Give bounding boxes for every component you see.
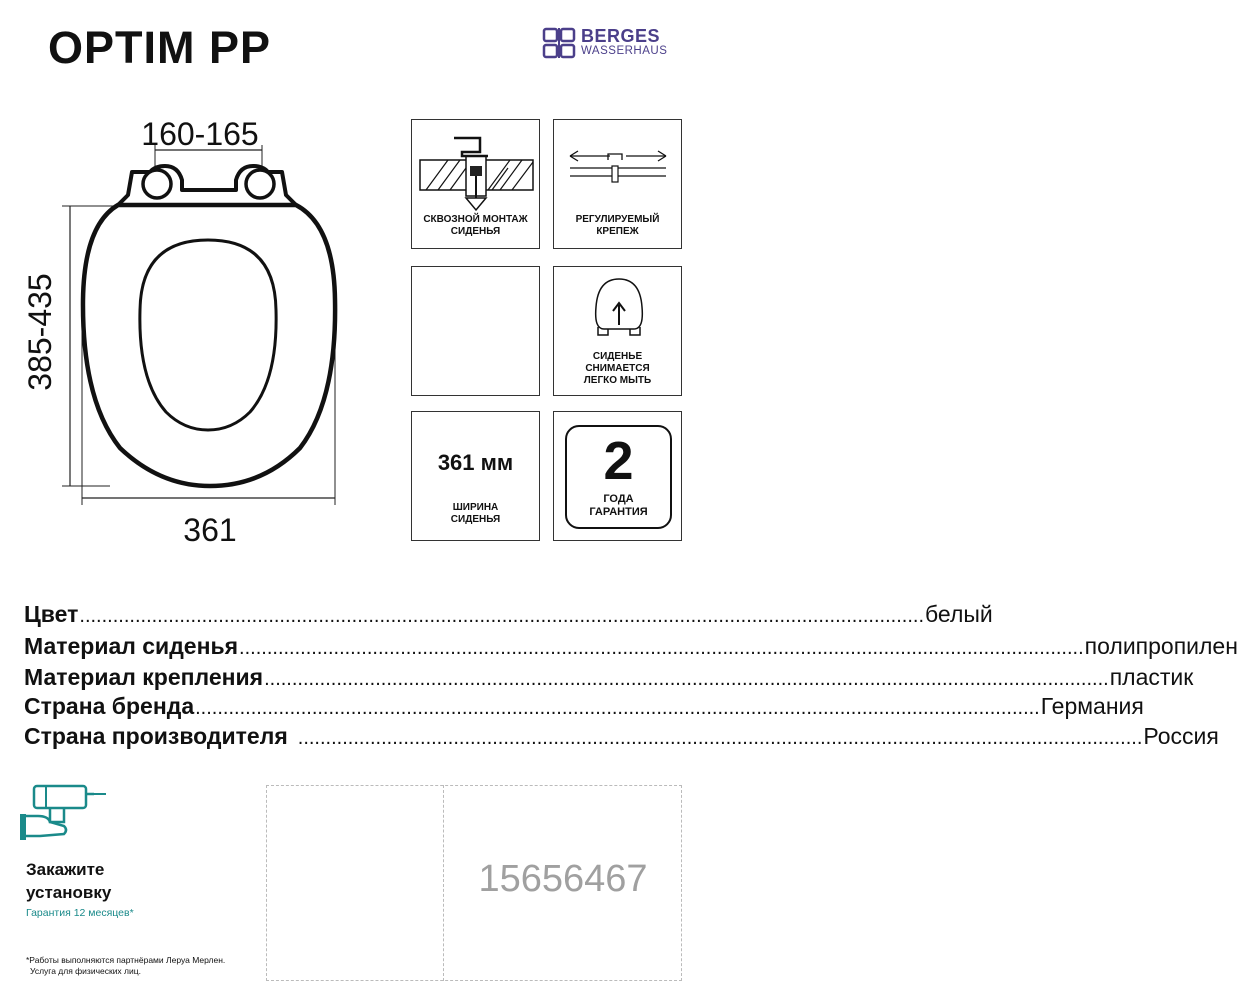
brand-name: BERGES [581, 26, 661, 46]
seat-drawing [20, 110, 380, 550]
install-title-line: Закажите [26, 860, 105, 879]
brand-logo [543, 26, 683, 62]
spec-label: Цвет [24, 601, 79, 627]
width-label: 361 [183, 512, 237, 548]
install-footnote [26, 955, 266, 977]
warranty-badge [565, 425, 672, 529]
feature-through-mount [411, 119, 540, 249]
install-title-line: установку [26, 883, 112, 902]
feature-caption-line: ЛЕГКО МЫТЬ [583, 375, 652, 386]
article-number: 15656467 [478, 858, 648, 900]
seat-width-value: 361 мм [437, 450, 514, 475]
spec-row [24, 601, 993, 631]
warranty-years: 2 [603, 431, 634, 491]
spec-leader-dots: ........................................................................................................................................................ [239, 637, 1084, 659]
feature-caption-line: СКВОЗНОЙ МОНТАЖ [423, 214, 528, 225]
feature-caption-line: ШИРИНА [452, 502, 499, 513]
spec-value: Россия [1143, 723, 1219, 749]
install-title[interactable] [26, 858, 186, 904]
feature-removable-seat [553, 266, 682, 396]
feature-caption-line: ГАРАНТИЯ [589, 506, 648, 518]
feature-caption-line: СИДЕНЬЯ [450, 514, 501, 525]
spec-label: Материал сиденья [24, 633, 239, 659]
feature-warranty [553, 411, 682, 541]
spec-leader-dots: ........................................................................................................................................................ [79, 605, 924, 627]
hinge-spacing-label: 160-165 [141, 116, 259, 152]
feature-seat-width [411, 411, 540, 541]
brand-subtitle: WASSERHAUS [581, 45, 668, 57]
spec-row [24, 633, 1238, 663]
footnote-line: *Работы выполняются партнёрами Леруа Мерлен. [26, 955, 226, 965]
spec-row [24, 723, 1219, 753]
feature-empty-tile [411, 266, 540, 396]
through-mount-icon [418, 126, 535, 212]
spec-value: Германия [1040, 693, 1144, 719]
spec-value: пластик [1109, 664, 1194, 690]
feature-caption-line: СИДЕНЬЯ [450, 226, 501, 237]
spec-leader-dots: ........................................................................................................................................................ [195, 697, 1040, 719]
install-warranty: Гарантия 12 месяцев* [26, 907, 134, 919]
spec-leader-dots: ........................................................................................................................................................ [297, 727, 1143, 749]
spec-row [24, 693, 1144, 723]
spec-label: Страна бренда [24, 693, 195, 719]
feature-caption-line: РЕГУЛИРУЕМЫЙ [575, 214, 660, 225]
spec-leader-dots: ........................................................................................................................................................ [264, 668, 1109, 690]
berges-logo-icon [543, 28, 575, 58]
spec-label: Материал крепления [24, 664, 264, 690]
feature-caption-line: ГОДА [603, 493, 634, 505]
feature-adjustable-mount [553, 119, 682, 249]
spec-row [24, 664, 1194, 694]
footnote-line: Услуга для физических лиц. [30, 966, 141, 976]
product-title: OPTIM PP [48, 22, 272, 73]
spec-value: белый [925, 601, 993, 627]
removable-seat-icon [590, 277, 648, 341]
spec-label: Страна производителя [24, 723, 288, 749]
feature-caption-line: СНИМАЕТСЯ [585, 363, 650, 374]
adjustable-mount-icon [568, 144, 668, 184]
drill-install-icon [20, 782, 110, 844]
feature-caption-line: КРЕПЕЖ [596, 226, 639, 237]
feature-caption-line: СИДЕНЬЕ [592, 351, 643, 362]
length-label: 385-435 [22, 273, 58, 391]
spec-value: полипропилен [1084, 633, 1238, 659]
